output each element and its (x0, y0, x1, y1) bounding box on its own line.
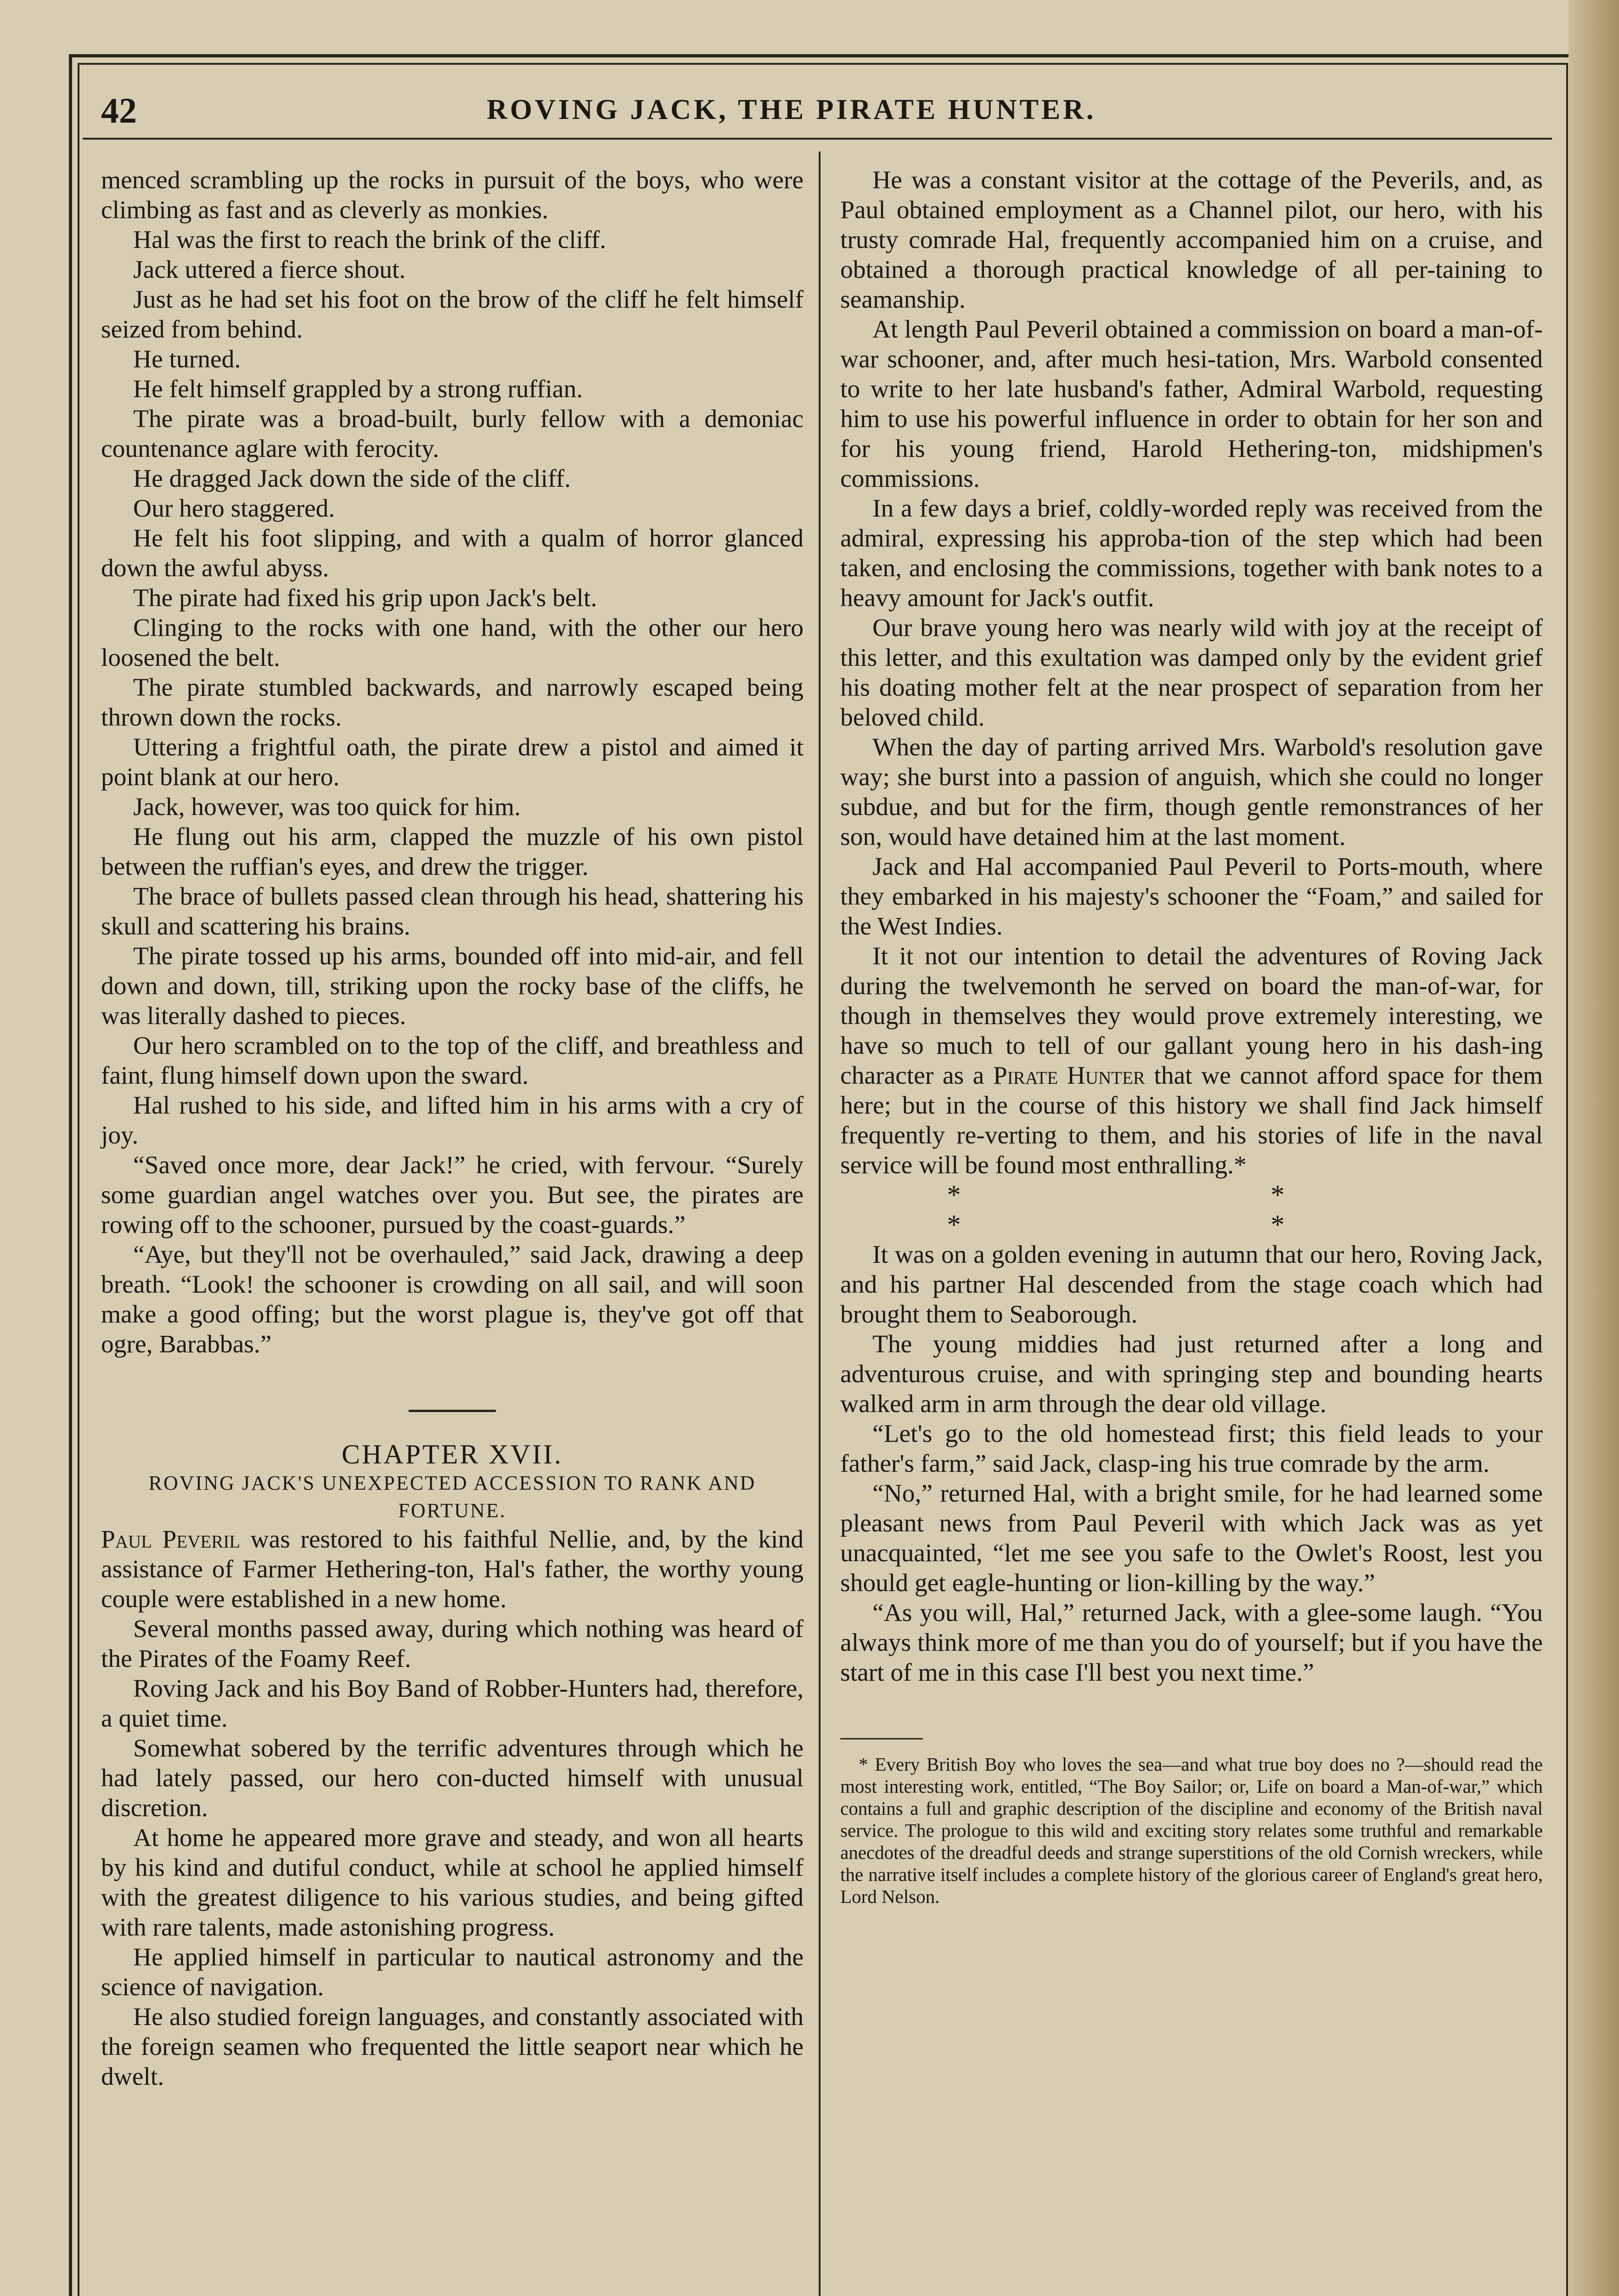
intent-text-before: It it not our intention to detail the adventures of Roving Jack during the twelvemonth he served on board the man-of-war, for though in themselves they would prove extremely interesting, we have so much to tell of our gallant young hero in his dash-ing character as a (840, 942, 1543, 1090)
paragraph: He applied himself in particular to nautical astronomy and the science of navigation. (101, 1943, 804, 2001)
paragraph: He turned. (133, 345, 241, 373)
paragraph: Our brave young hero was nearly wild with joy at the receipt of this letter, and this exultation was damped only by the evident grief his doating mother felt at the near prospect of separation from her beloved child. (840, 614, 1543, 732)
opening-text: was restored to his faithful Nellie, and, by the kind assistance of Farmer Hethering-ton, Hal's father, the worthy young couple were established in a new home. (101, 1525, 804, 1613)
running-header (83, 87, 1552, 140)
chapter-title: CHAPTER XVII. (342, 1439, 563, 1469)
paragraph: Several months passed away, during which nothing was heard of the Pirates of the Foamy Reef. (101, 1615, 804, 1673)
paragraph: The brace of bullets passed clean through his head, shattering his skull and scattering his brains. (101, 883, 804, 940)
paragraph: “Saved once more, dear Jack!” he cried, with fervour. “Surely some guardian angel watches over you. But see, the pirates are rowing off to the schooner, pursued by the coast-guards.” (101, 1151, 804, 1239)
paragraph: The young middies had just returned after a long and adventurous cruise, and with springing step and bounding hearts walked arm in arm through the dear old village. (840, 1330, 1543, 1418)
paragraph: He also studied foreign languages, and constantly associated with the foreign seamen who frequented the little seaport near which he dwelt. (101, 2003, 804, 2091)
paragraph: In a few days a brief, coldly-worded reply was received from the admiral, expressing his approba-tion of the step which had been taken, and enclosing the commissions, together with bank notes to a heavy amount for Jack's outfit. (840, 495, 1543, 612)
opening-name: Paul Peveril (101, 1525, 241, 1553)
paragraph: Hal was the first to reach the brink of the cliff. (133, 226, 607, 254)
paragraph: Roving Jack and his Boy Band of Robber-Hunters had, therefore, a quiet time. (101, 1675, 804, 1733)
paragraph: He flung out his arm, clapped the muzzle of his own pistol between the ruffian's eyes, and drew the trigger. (101, 823, 804, 881)
intent-paragraph (840, 941, 1543, 1180)
paragraph: The pirate had fixed his grip upon Jack's belt. (133, 584, 597, 612)
paragraph: He was a constant visitor at the cottage of the Peverils, and, as Paul obtained employment as a Channel pilot, our hero, with his trusty comrade Hal, frequently accompanied him on a cruise, and obtained a thorough practical knowledge of all per-taining to seamanship. (840, 166, 1543, 314)
paragraph: At home he appeared more grave and steady, and won all hearts by his kind and dutiful conduct, while at school he applied himself with the greatest diligence to his various studies, and being gifted with rare talents, made astonishing progress. (101, 1824, 804, 1941)
paragraph: When the day of parting arrived Mrs. Warbold's resolution gave way; she burst into a passion of anguish, which she could no longer subdue, and but for the firm, though gentle remonstrances of her son, would have detained him at the last moment. (840, 733, 1543, 851)
footnote: * Every British Boy who loves the sea—and what true boy does no ?—should read the most interesting work, entitled, “The Boy Sailor; or, Life on board a Man-of-war,” which contains a full and graphic description of the discipline and economy of the British naval service. The prologue to this wild and exciting story relates some truthful and remarkable anecdotes of the dreadful deeds and strange superstitions of the old Cornish wreckers, while the narrative itself includes a complete history of the glorious career of England's great hero, Lord Nelson. (840, 1754, 1543, 1907)
paragraph: He dragged Jack down the side of the cliff. (133, 465, 571, 493)
paragraph: “No,” returned Hal, with a bright smile, for he had learned some pleasant news from Paul Peveril with which Jack was as yet unacquainted, “let me see you safe to the Owlet's Roost, lest you should get eagle-hunting or lion-killing by the way.” (840, 1480, 1543, 1597)
right-column (840, 165, 1543, 1908)
paragraph: Hal rushed to his side, and lifted him in his arms with a cry of joy. (101, 1092, 804, 1149)
intent-text-after: that we cannot afford space for them here; but in the course of this history we shall find Jack himself frequently re-verting to them, and his stories of life in the naval service will be found most enthralling.* (840, 1062, 1543, 1179)
left-column (101, 165, 804, 2092)
column-divider (819, 152, 821, 2296)
paragraph: It was on a golden evening in autumn that our hero, Roving Jack, and his partner Hal descended from the stage coach which had brought them to Seaborough. (840, 1241, 1543, 1328)
paragraph: The pirate was a broad-built, burly fellow with a demoniac countenance aglare with ferocity. (101, 405, 804, 463)
running-title: ROVING JACK, THE PIRATE HUNTER. (487, 94, 1096, 125)
footnote-rule (840, 1738, 923, 1739)
chapter-opening-paragraph (101, 1525, 804, 1614)
paragraph: The pirate tossed up his arms, bounded off into mid-air, and fell down and down, till, striking upon the rocky base of the cliffs, he was literally dashed to pieces. (101, 942, 804, 1030)
chapter-subtitle: ROVING JACK'S UNEXPECTED ACCESSION TO RANK AND FORTUNE. (148, 1472, 756, 1522)
paragraph: “Aye, but they'll not be overhauled,” said Jack, drawing a deep breath. “Look! the schooner is crowding on all sail, and will soon make a good offing; but the worst plague is, they've got off that ogre, Barabbas.” (101, 1241, 804, 1358)
paragraph: Just as he had set his foot on the brow of the cliff he felt himself seized from behind. (101, 286, 804, 343)
paragraph: “As you will, Hal,” returned Jack, with a glee-some laugh. “You always think more of me than you do of yourself; but if you have the start of me in this case I'll best you next time.” (840, 1599, 1543, 1687)
paragraph: He felt his foot slipping, and with a qualm of horror glanced down the awful abyss. (101, 524, 804, 582)
paragraph: Somewhat sobered by the terrific adventures through which he had lately passed, our hero con-ducted himself with unusual discretion. (101, 1734, 804, 1822)
paragraph: Uttering a frightful oath, the pirate drew a pistol and aimed it point blank at our hero. (101, 733, 804, 791)
paragraph: At length Paul Peveril obtained a commission on board a man-of-war schooner, and, after much hesi-tation, Mrs. Warbold consented to write to her late husband's father, Admiral Warbold, requesting him to use his powerful influence in order to obtain for her son and for his young friend, Harold Hethering-ton, midshipmen's commissions. (840, 315, 1543, 493)
page-number: 42 (101, 90, 137, 130)
paragraph: Jack, however, was too quick for him. (133, 793, 521, 821)
pirate-hunter-smallcaps: Pirate Hunter (993, 1062, 1145, 1090)
paragraph: “Let's go to the old homestead first; this field leads to your father's farm,” said Jack, clasp-ing his true comrade by the arm. (840, 1420, 1543, 1478)
paragraph: Jack and Hal accompanied Paul Peveril to Ports-mouth, where they embarked in his majesty's schooner the “Foam,” and sailed for the West Indies. (840, 853, 1543, 940)
paragraph: Clinging to the rocks with one hand, with the other our hero loosened the belt. (101, 614, 804, 672)
paragraph: Our hero scrambled on to the top of the cliff, and breathless and faint, flung himself down upon the sward. (101, 1032, 804, 1090)
section-separator (409, 1410, 496, 1412)
paragraph: The pirate stumbled backwards, and narrowly escaped being thrown down the rocks. (101, 674, 804, 732)
paragraph: Our hero staggered. (133, 495, 335, 523)
paragraph: Jack uttered a fierce shout. (133, 256, 406, 284)
section-stars: * * * * (947, 1180, 1436, 1240)
paragraph: He felt himself grappled by a strong ruffian. (133, 375, 583, 403)
paragraph: menced scrambling up the rocks in pursuit of the boys, who were climbing as fast and as cleverly as monkies. (101, 166, 804, 224)
